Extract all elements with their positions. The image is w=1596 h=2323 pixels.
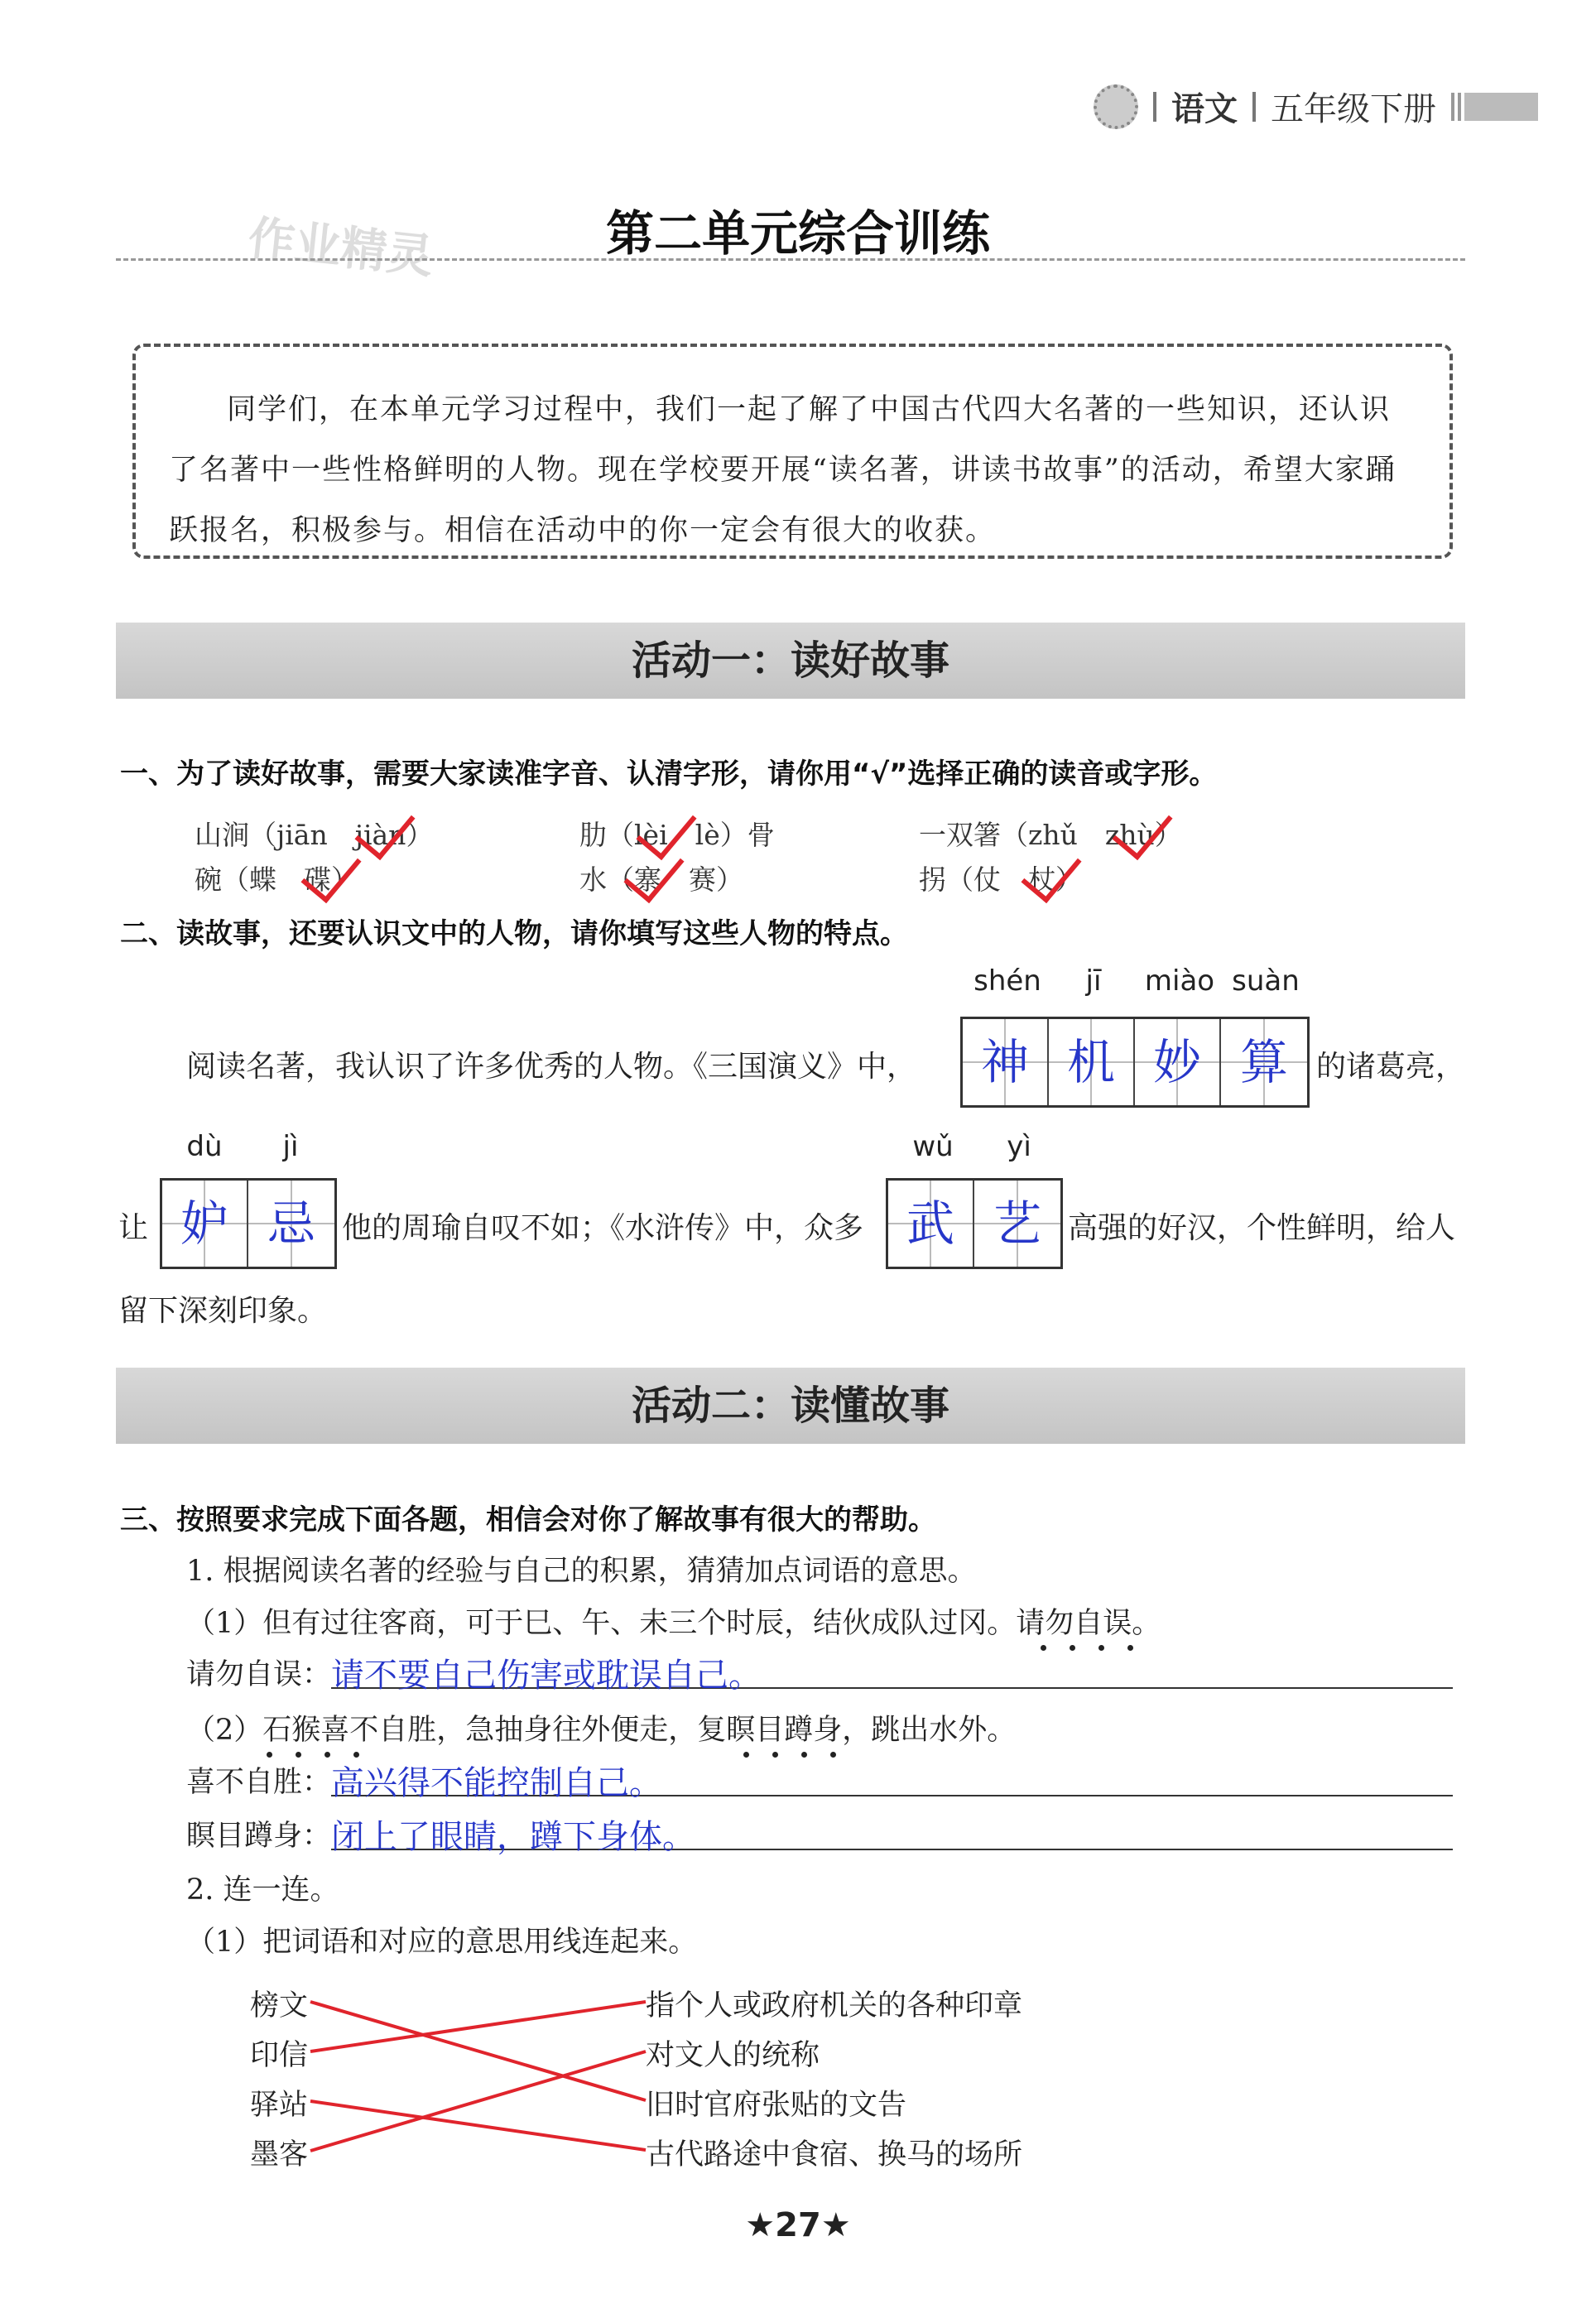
match-line-3: [310, 2101, 646, 2150]
q1-item-1-line2: 碗（蝶 碟）: [195, 863, 358, 896]
pinyin: suàn: [1232, 964, 1300, 998]
q1-item-3-line1: 一双箸（zhǔ zhù）: [919, 819, 1182, 851]
q3-s2: （2）石猴喜不自胜，急抽身往外便走，复瞑目蹲身，跳出水外。: [186, 1714, 1017, 1747]
pinyin: wǔ: [912, 1130, 954, 1163]
watermark: 作业精灵: [245, 211, 436, 285]
q2-text-3: 留下深刻印象。: [118, 1294, 328, 1328]
q2-text-1a: 阅读名著，我认识了许多优秀的人物。《三国演义》中，: [186, 1050, 917, 1084]
answer-char: 算: [1221, 1019, 1307, 1105]
match-right-4: 古代路途中食宿、换马的场所: [646, 2138, 1023, 2172]
match-line-4: [310, 2051, 646, 2151]
answer-char: 武: [888, 1181, 974, 1267]
header-grade: 五年级下册: [1271, 90, 1436, 128]
q3-sub1: 1. 根据阅读名著的经验与自己的积累，猜猜加点词语的意思。: [186, 1555, 977, 1588]
q1-item-2-line2: 水（寨 赛）: [579, 863, 743, 896]
q3-a2-answer: 高兴得不能控制自己。: [331, 1764, 662, 1802]
match-left-4: 墨客: [250, 2138, 309, 2172]
answer-char: 艺: [974, 1181, 1060, 1267]
match-left-3: 驿站: [250, 2089, 309, 2122]
answer-char: 妙: [1135, 1019, 1221, 1105]
pinyin: jī: [1085, 964, 1102, 998]
q3-a1-answer: 请不要自己伤害或耽误自己。: [331, 1657, 762, 1695]
q3-a2-label: 喜不自胜：: [186, 1766, 332, 1799]
pinyin: jì: [282, 1130, 299, 1163]
q3-a3-label: 瞑目蹲身：: [186, 1820, 332, 1853]
q2-text-2b: 他的周瑜自叹不如；《水浒传》中，众多: [342, 1211, 864, 1245]
match-right-2: 对文人的统称: [646, 2039, 820, 2072]
pinyin: shén: [973, 964, 1041, 998]
answer-char: 机: [1049, 1019, 1135, 1105]
activity1-banner: 活动一：读好故事: [116, 623, 1465, 699]
q2-text-2a: 让: [118, 1211, 149, 1245]
answer-char: 神: [963, 1019, 1049, 1105]
header-subject: 语文: [1171, 90, 1238, 128]
answer-char: 忌: [248, 1181, 334, 1267]
q3-s1: （1）但有过往客商，可于巳、午、未三个时辰，结伙成队过冈。请勿自误。: [186, 1607, 1161, 1640]
q3-sub2: 2. 连一连。: [186, 1873, 339, 1907]
pinyin: dù: [186, 1130, 223, 1163]
q1-item-2-line1: 肋（lèi lè）骨: [579, 819, 775, 851]
q3-a1-label: 请勿自误：: [186, 1658, 332, 1691]
answer-char: 妒: [162, 1181, 248, 1267]
q1-item-3-line2: 拐（仗 杖）: [919, 863, 1083, 896]
q3-sub2-1: （1）把词语和对应的意思用线连起来。: [186, 1926, 698, 1959]
page-title: 第二单元综合训练: [605, 205, 990, 262]
match-line-1: [310, 2002, 646, 2100]
q2-text-2c: 高强的好汉，个性鲜明，给人: [1068, 1211, 1456, 1245]
q1-item-1-line1: 山涧（jiān jiàn）: [195, 819, 434, 851]
match-left-1: 榜文: [250, 1989, 309, 2022]
intro-box: 同学们，在本单元学习过程中，我们一起了解了中国古代四大名著的一些知识，还认识了名著中一些性格鲜明的人物。现在学校要开展“读名著，讲读书故事”的活动，希望大家踊跃报名，积极参与。相信在活动中的你一定会有很大的收获。: [132, 344, 1453, 559]
activity2-banner: 活动二：读懂故事: [116, 1368, 1465, 1444]
pinyin: miào: [1144, 964, 1215, 998]
page-number: ★27★: [745, 2206, 851, 2244]
q1-label: 一、为了读好故事，需要大家读准字音、认清字形，请你用“√”选择正确的读音或字形。: [120, 758, 1218, 791]
q3-a3-answer: 闭上了眼睛，蹲下身体。: [331, 1818, 695, 1856]
q2-text-1b: 的诸葛亮，: [1316, 1050, 1466, 1084]
q3-label: 三、按照要求完成下面各题，相信会对你了解故事有很大的帮助。: [120, 1503, 936, 1537]
match-right-1: 指个人或政府机关的各种印章: [646, 1989, 1023, 2022]
match-line-2: [310, 2002, 646, 2051]
q2-label: 二、读故事，还要认识文中的人物，请你填写这些人物的特点。: [120, 917, 908, 950]
match-left-2: 印信: [250, 2039, 309, 2072]
pinyin: yì: [1007, 1130, 1031, 1163]
match-right-3: 旧时官府张贴的文告: [646, 2089, 907, 2122]
